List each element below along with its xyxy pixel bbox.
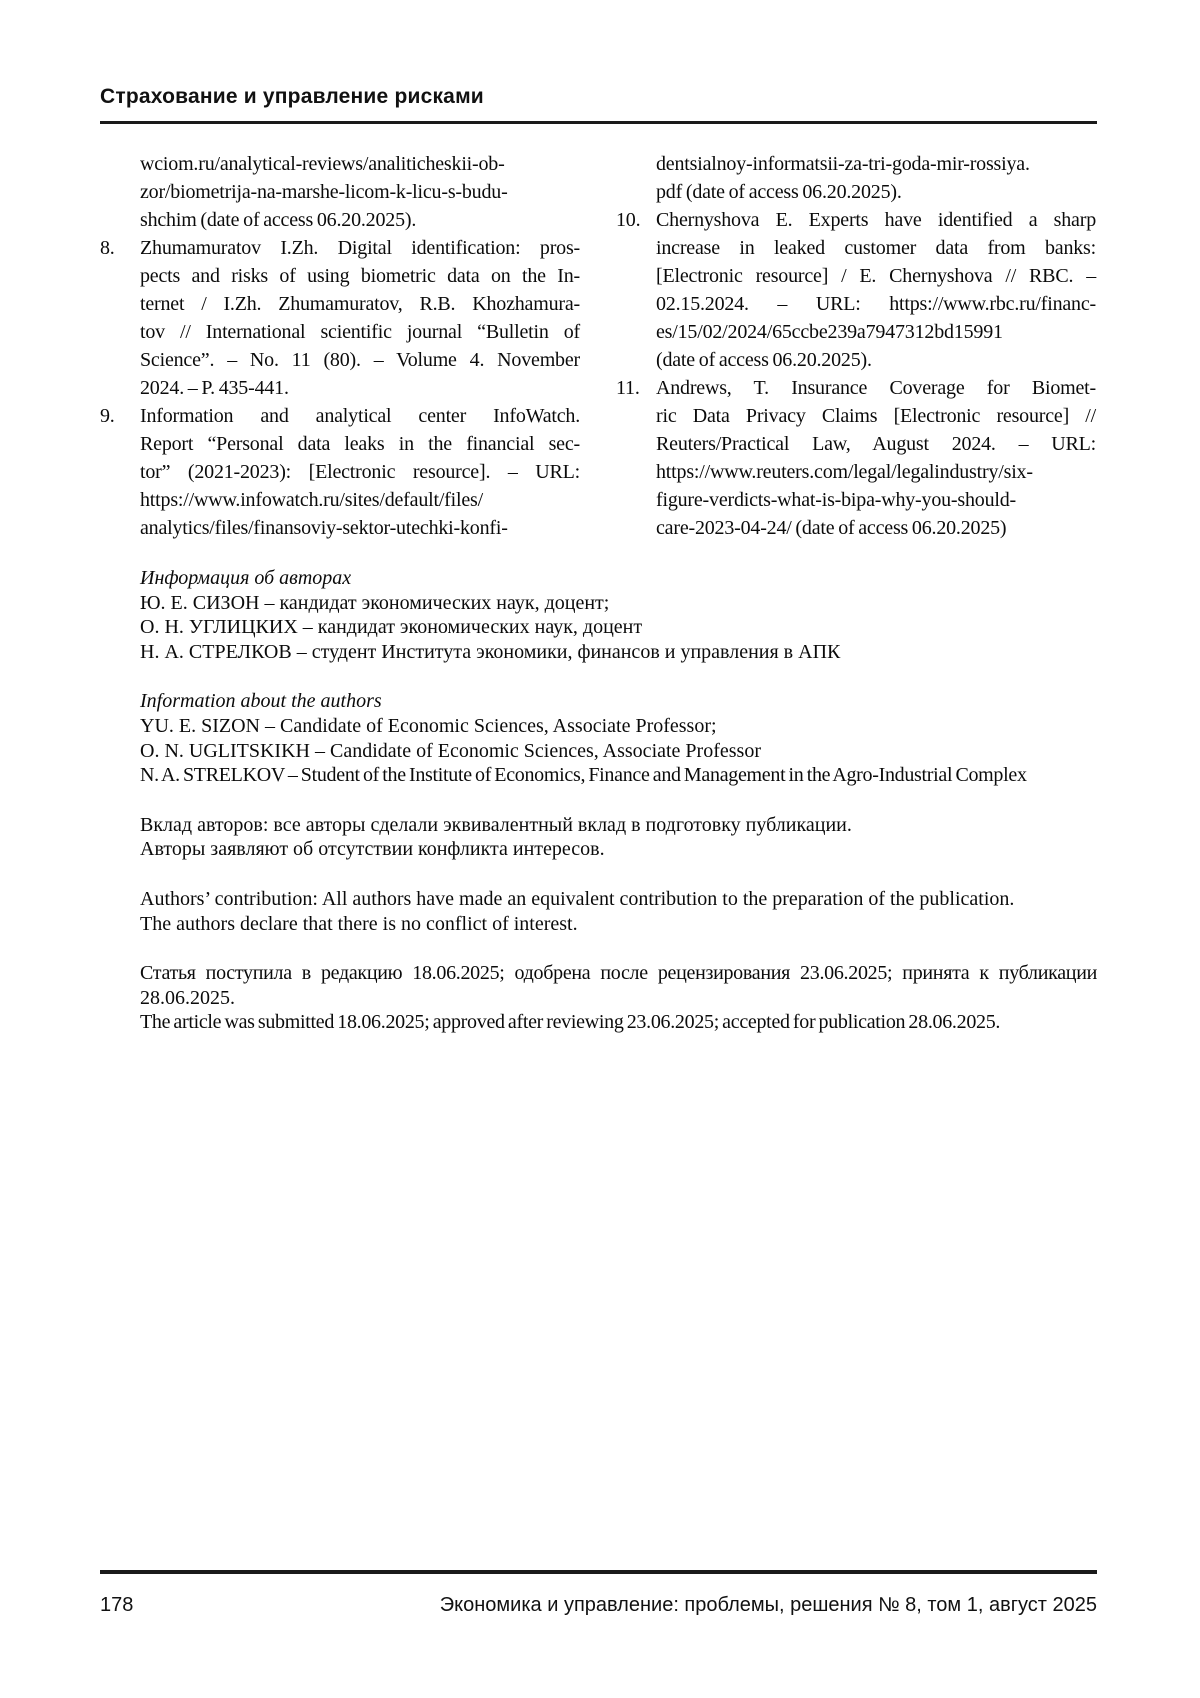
reference-line: dentsialnoy-informatsii-za-tri-goda-mir-rossiya. bbox=[656, 153, 1030, 175]
authors-info-en-line: N. A. STRELKOV – Student of the Institute of Economics, Finance and Management in the Agro-Industrial Complex bbox=[140, 764, 1027, 787]
article-dates-line: 28.06.2025. bbox=[140, 986, 235, 1009]
reference-line: https://www.infowatch.ru/sites/default/files/ bbox=[140, 489, 483, 511]
reference-line: analytics/files/finansoviy-sektor-utechki-konfi- bbox=[140, 517, 508, 539]
running-head-section-title: Страхование и управление рисками bbox=[100, 85, 484, 108]
references-right-column bbox=[616, 150, 1096, 542]
authors-info-ru-line: О. Н. УГЛИЦКИХ – кандидат экономических наук, доцент bbox=[140, 616, 643, 639]
reference-line: tov // International scientific journal “Bulletin of bbox=[140, 321, 580, 343]
reference-line: ternet / I.Zh. Zhumamuratov, R.B. Khozhamura- bbox=[140, 293, 580, 315]
reference-line: care-2023-04-24/ (date of access 06.20.2025) bbox=[656, 517, 1007, 539]
reference-line: Chernyshova E. Experts have identified a sharp bbox=[656, 209, 1096, 231]
reference-line: 02.15.2024. – URL: https://www.rbc.ru/financ- bbox=[656, 293, 1096, 315]
reference-number: 9. bbox=[100, 405, 115, 427]
reference-line: Report “Personal data leaks in the financial sec- bbox=[140, 433, 580, 455]
reference-line: https://www.reuters.com/legal/legalindustry/six- bbox=[656, 461, 1033, 483]
reference-line: tor” (2021-2023): [Electronic resource]. – URL: bbox=[140, 461, 580, 483]
reference-line: (date of access 06.20.2025). bbox=[656, 349, 872, 371]
reference-line: Science”. – No. 11 (80). – Volume 4. November bbox=[140, 349, 580, 371]
reference-item bbox=[100, 402, 580, 542]
reference-item bbox=[616, 150, 1096, 206]
reference-line: wciom.ru/analytical-reviews/analiticheskii-ob- bbox=[140, 153, 505, 175]
authors-contribution-en-line: The authors declare that there is no conflict of interest. bbox=[140, 912, 578, 935]
reference-line: shchim (date of access 06.20.2025). bbox=[140, 209, 417, 231]
references-list bbox=[100, 150, 1097, 542]
reference-line: Andrews, T. Insurance Coverage for Biomet- bbox=[656, 377, 1096, 399]
authors-contribution-en-line: Authors’ contribution: All authors have made an equivalent contribution to the preparation of the publication. bbox=[140, 887, 1015, 910]
reference-line: increase in leaked customer data from banks: bbox=[656, 237, 1096, 259]
reference-line: pects and risks of using biometric data on the In- bbox=[140, 265, 580, 287]
references-left-column bbox=[100, 150, 580, 542]
authors-info-en-line: O. N. UGLITSKIKH – Candidate of Economic Sciences, Associate Professor bbox=[140, 739, 761, 762]
reference-line: es/15/02/2024/65ccbe239a7947312bd15991 bbox=[656, 321, 1003, 343]
reference-number: 8. bbox=[100, 237, 115, 259]
authors-info-ru bbox=[140, 566, 1097, 664]
reference-line: Information and analytical center InfoWatch. bbox=[140, 405, 580, 427]
reference-item bbox=[616, 206, 1096, 374]
authors-info-section bbox=[100, 566, 1097, 1035]
article-dates bbox=[140, 961, 1097, 1035]
reference-line: 2024. – P. 435-441. bbox=[140, 377, 289, 399]
authors-contribution-en bbox=[140, 887, 1097, 936]
reference-item bbox=[616, 374, 1096, 542]
authors-info-ru-heading: Информация об авторах bbox=[140, 567, 352, 589]
authors-info-en bbox=[140, 689, 1097, 787]
reference-line: pdf (date of access 06.20.2025). bbox=[656, 181, 902, 203]
reference-item bbox=[100, 234, 580, 402]
authors-info-ru-line: Н. А. СТРЕЛКОВ – студент Института экономики, финансов и управления в АПК bbox=[140, 640, 841, 663]
authors-contribution-ru-line: Авторы заявляют об отсутствии конфликта интересов. bbox=[140, 838, 605, 861]
page-content bbox=[100, 84, 1097, 1035]
reference-line: figure-verdicts-what-is-bipa-why-you-should- bbox=[656, 489, 1016, 511]
reference-line: zor/biometrija-na-marshe-licom-k-licu-s-budu- bbox=[140, 181, 508, 203]
reference-number: 10. bbox=[616, 209, 641, 231]
footer-rule bbox=[100, 1570, 1097, 1574]
reference-line: ric Data Privacy Claims [Electronic resource] // bbox=[656, 405, 1096, 427]
page-number: 178 bbox=[100, 1594, 134, 1616]
authors-info-en-line: YU. E. SIZON – Candidate of Economic Sciences, Associate Professor; bbox=[140, 714, 717, 737]
reference-line: [Electronic resource] / E. Chernyshova // RBC. – bbox=[656, 265, 1096, 287]
authors-info-en-heading: Information about the authors bbox=[140, 690, 382, 713]
reference-item bbox=[100, 150, 580, 234]
page-footer bbox=[100, 1570, 1097, 1617]
header-rule bbox=[100, 121, 1097, 124]
reference-line: Reuters/Practical Law, August 2024. – URL: bbox=[656, 433, 1096, 455]
journal-title: Экономика и управление: проблемы, решения № 8, том 1, август 2025 bbox=[439, 1594, 1097, 1616]
reference-line: Zhumamuratov I.Zh. Digital identification: pros- bbox=[140, 237, 580, 259]
article-dates-line: Статья поступила в редакцию 18.06.2025; одобрена после рецензирования 23.06.2025; принята к публикации bbox=[140, 962, 1097, 985]
article-dates-line: The article was submitted 18.06.2025; approved after reviewing 23.06.2025; accepted for publication 28.06.2025. bbox=[140, 1011, 1001, 1034]
authors-info-ru-line: Ю. Е. СИЗОН – кандидат экономических наук, доцент; bbox=[140, 591, 610, 614]
authors-contribution-ru-line: Вклад авторов: все авторы сделали эквивалентный вклад в подготовку публикации. bbox=[140, 813, 852, 836]
authors-contribution-ru bbox=[140, 813, 1097, 862]
reference-number: 11. bbox=[616, 377, 640, 399]
